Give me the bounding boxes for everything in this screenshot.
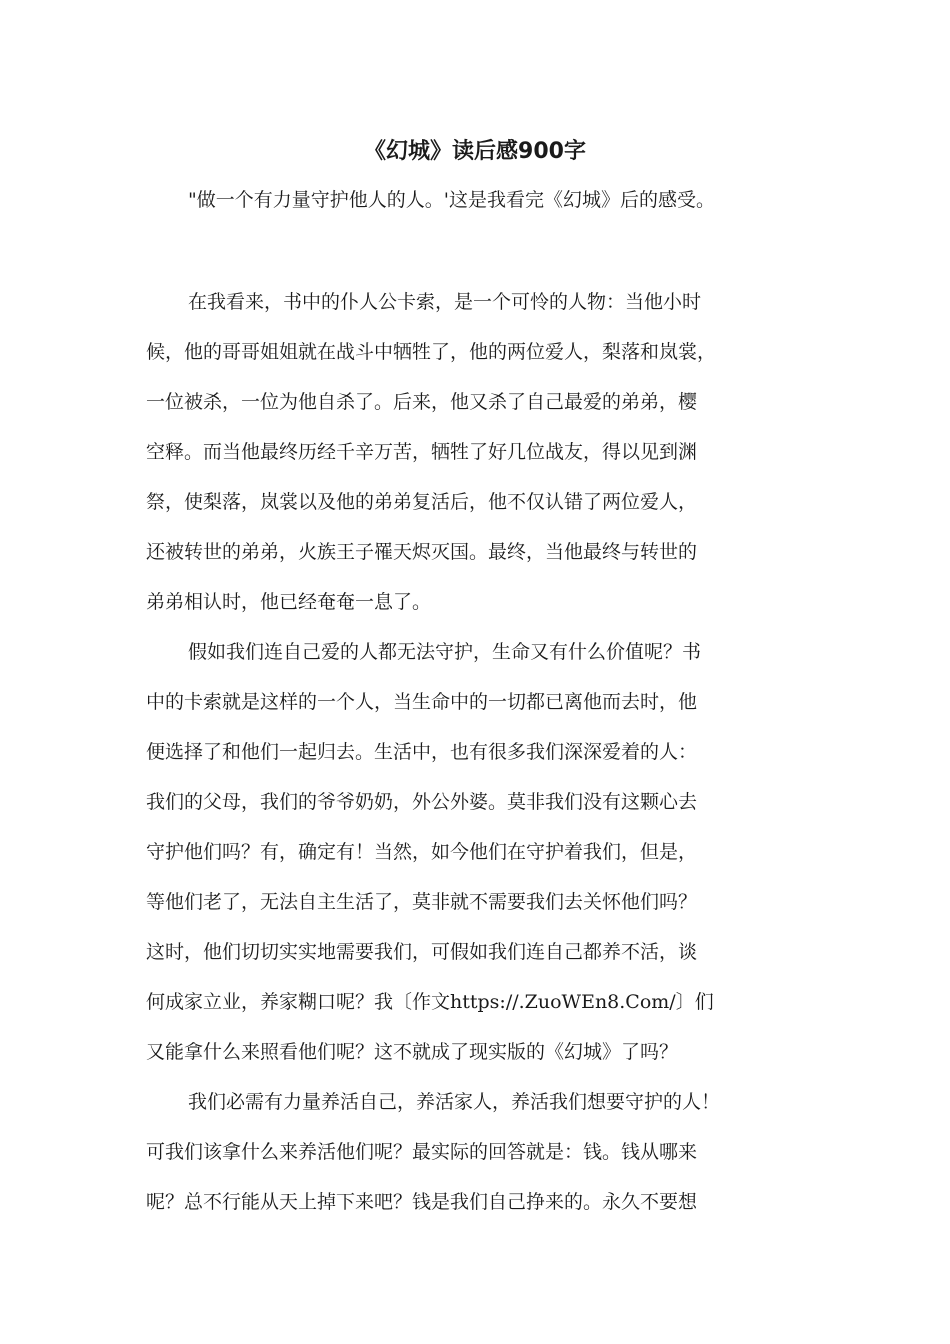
- paragraph-line: 一位被杀，一位为他自杀了。后来，他又杀了自己最爱的弟弟，樱: [146, 391, 698, 413]
- paragraph-3: [146, 1082, 836, 1232]
- paragraph-line: 在我看来，书中的仆人公卡索，是一个可怜的人物：当他小时: [188, 291, 702, 313]
- paragraph-line: 这时，他们切切实实地需要我们，可假如我们连自己都养不活，谈: [146, 941, 698, 963]
- paragraph-line: 何成家立业，养家糊口呢？我〔作文https://.ZuoWEn8.Com/〕们: [146, 991, 714, 1013]
- intro-line: "做一个有力量守护他人的人。'这是我看完《幻城》后的感受。: [188, 189, 715, 211]
- paragraph-2: [146, 632, 836, 1082]
- paragraph-line: 中的卡索就是这样的一个人，当生命中的一切都已离他而去时，他: [146, 691, 698, 713]
- paragraph-1: [146, 282, 836, 632]
- paragraph-line: 我们必需有力量养活自己，养活家人，养活我们想要守护的人！: [188, 1091, 721, 1113]
- paragraph-line: 候，他的哥哥姐姐就在战斗中牺牲了，他的两位爱人，梨落和岚裳，: [146, 341, 717, 363]
- paragraph-line: 便选择了和他们一起归去。生活中，也有很多我们深深爱着的人：: [146, 741, 698, 763]
- paragraph-line: 呢？总不行能从天上掉下来吧？钱是我们自己挣来的。永久不要想: [146, 1191, 698, 1213]
- document-title: 《幻城》读后感900字: [364, 139, 586, 164]
- paragraph-line: 还被转世的弟弟，火族王子罹天烬灭国。最终，当他最终与转世的: [146, 541, 698, 563]
- paragraph-line: 又能拿什么来照看他们呢？这不就成了现实版的《幻城》了吗？: [146, 1041, 679, 1063]
- paragraph-line: 弟弟相认时，他已经奄奄一息了。: [146, 591, 432, 613]
- paragraph-line: 我们的父母，我们的爷爷奶奶，外公外婆。莫非我们没有这颗心去: [146, 791, 698, 813]
- paragraph-line: 守护他们吗？有，确定有！当然，如今他们在守护着我们，但是，: [146, 841, 698, 863]
- paragraph-line: 等他们老了，无法自主生活了，莫非就不需要我们去关怀他们吗？: [146, 891, 698, 913]
- paragraph-line: 假如我们连自己爱的人都无法守护，生命又有什么价值呢？书: [188, 641, 702, 663]
- document-body: [146, 282, 836, 1232]
- paragraph-line: 空释。而当他最终历经千辛万苦，牺牲了好几位战友，得以见到渊: [146, 441, 698, 463]
- paragraph-line: 祭，使梨落，岚裳以及他的弟弟复活后，他不仅认错了两位爱人，: [146, 491, 698, 513]
- paragraph-line: 可我们该拿什么来养活他们呢？最实际的回答就是：钱。钱从哪来: [146, 1141, 698, 1163]
